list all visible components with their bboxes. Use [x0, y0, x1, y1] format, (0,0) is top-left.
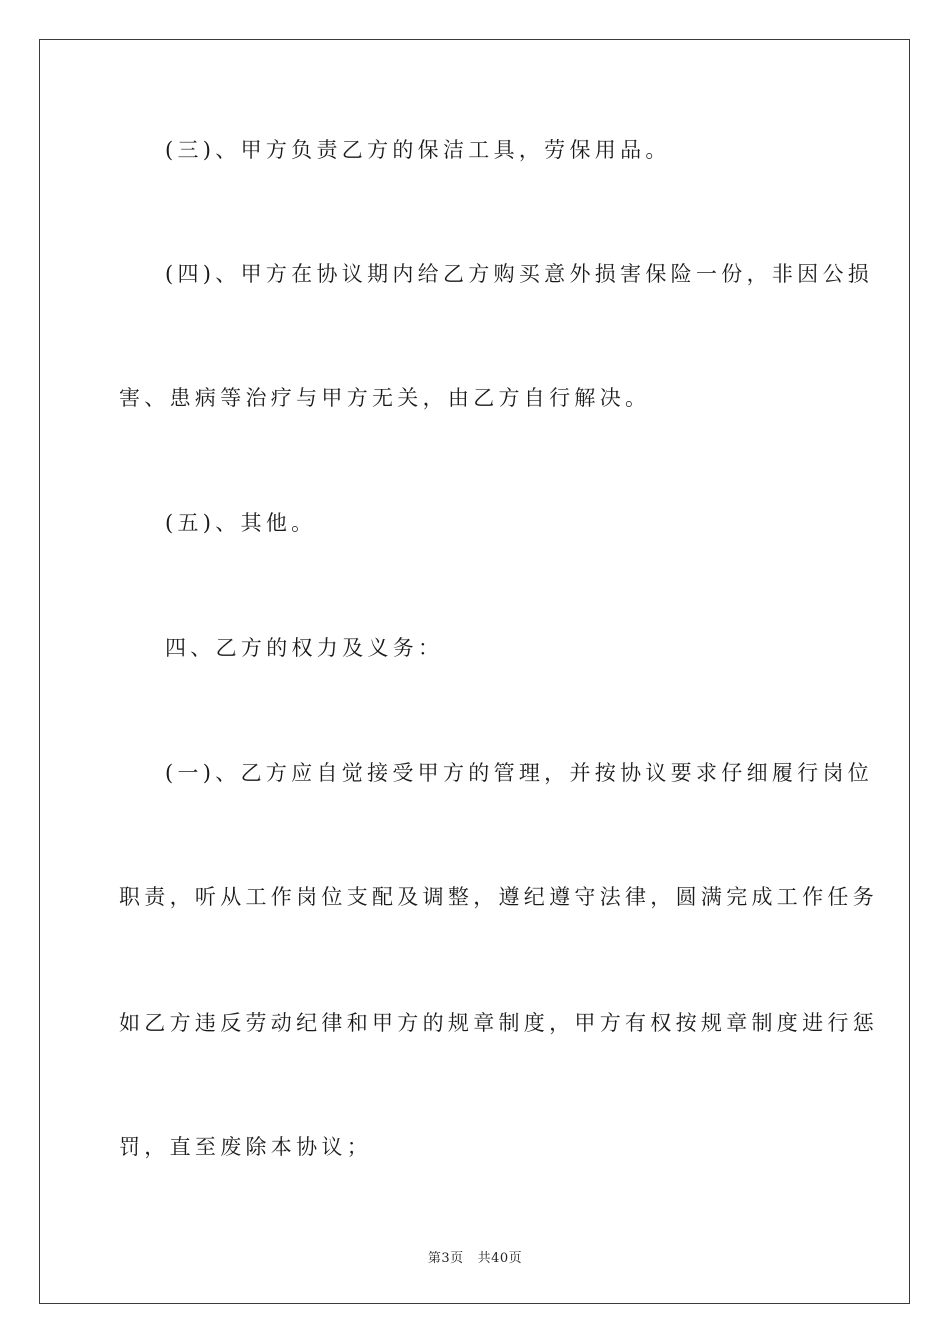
paragraph-line: 职责，听从工作岗位支配及调整，遵纪遵守法律，圆满完成工作任务 [119, 885, 878, 909]
paragraph-line: 罚，直至废除本协议； [119, 1135, 372, 1159]
section-heading: 四、乙方的权力及义务： [165, 636, 444, 660]
paragraph-line: (三)、甲方负责乙方的保洁工具，劳保用品。 [165, 138, 671, 162]
paragraph-line: 害、患病等治疗与甲方无关，由乙方自行解决。 [119, 386, 651, 410]
page-border [39, 39, 910, 1304]
paragraph-line: (一)、乙方应自觉接受甲方的管理，并按协议要求仔细履行岗位 [165, 761, 874, 785]
page-footer [0, 1247, 950, 1266]
paragraph-line: (四)、甲方在协议期内给乙方购买意外损害保险一份，非因公损 [165, 262, 874, 286]
paragraph-line: (五)、其他。 [165, 511, 317, 535]
paragraph-line: 如乙方违反劳动纪律和甲方的规章制度，甲方有权按规章制度进行惩 [119, 1011, 878, 1035]
page-number: 第3页 [427, 1251, 464, 1266]
page-total: 共40页 [477, 1251, 523, 1266]
